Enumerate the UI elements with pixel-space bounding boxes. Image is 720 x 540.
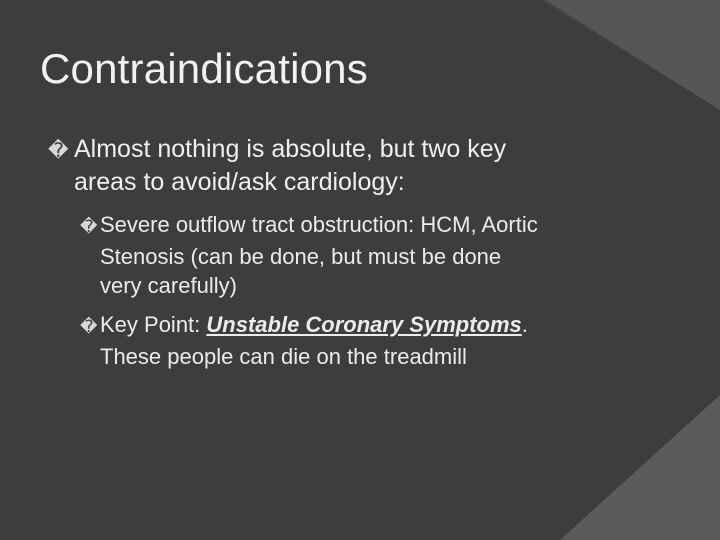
key-point-suffix: . xyxy=(521,312,528,337)
bullet-icon: � xyxy=(48,138,69,162)
bullet-icon: � xyxy=(80,217,98,237)
sub-bullet-line3: very carefully) xyxy=(100,273,237,298)
bullet-icon: � xyxy=(80,317,98,337)
sub-bullet-key-point xyxy=(80,310,640,371)
key-point-line2: These people can die on the treadmill xyxy=(100,344,467,369)
slide-title: Contraindications xyxy=(40,45,368,92)
sub-bullet-obstruction xyxy=(80,210,640,300)
key-point-prefix: Key Point: xyxy=(100,312,207,337)
main-bullet-line2: areas to avoid/ask cardiology: xyxy=(74,168,405,196)
main-bullet-line1: Almost nothing is absolute, but two key xyxy=(74,135,507,163)
main-bullet xyxy=(48,133,648,198)
sub-bullet-line2: Stenosis (can be done, but must be done xyxy=(100,244,502,269)
sub-bullet-line1: Severe outflow tract obstruction: HCM, Aortic xyxy=(100,212,538,237)
key-point-emphasis: Unstable Coronary Symptoms xyxy=(206,312,522,337)
